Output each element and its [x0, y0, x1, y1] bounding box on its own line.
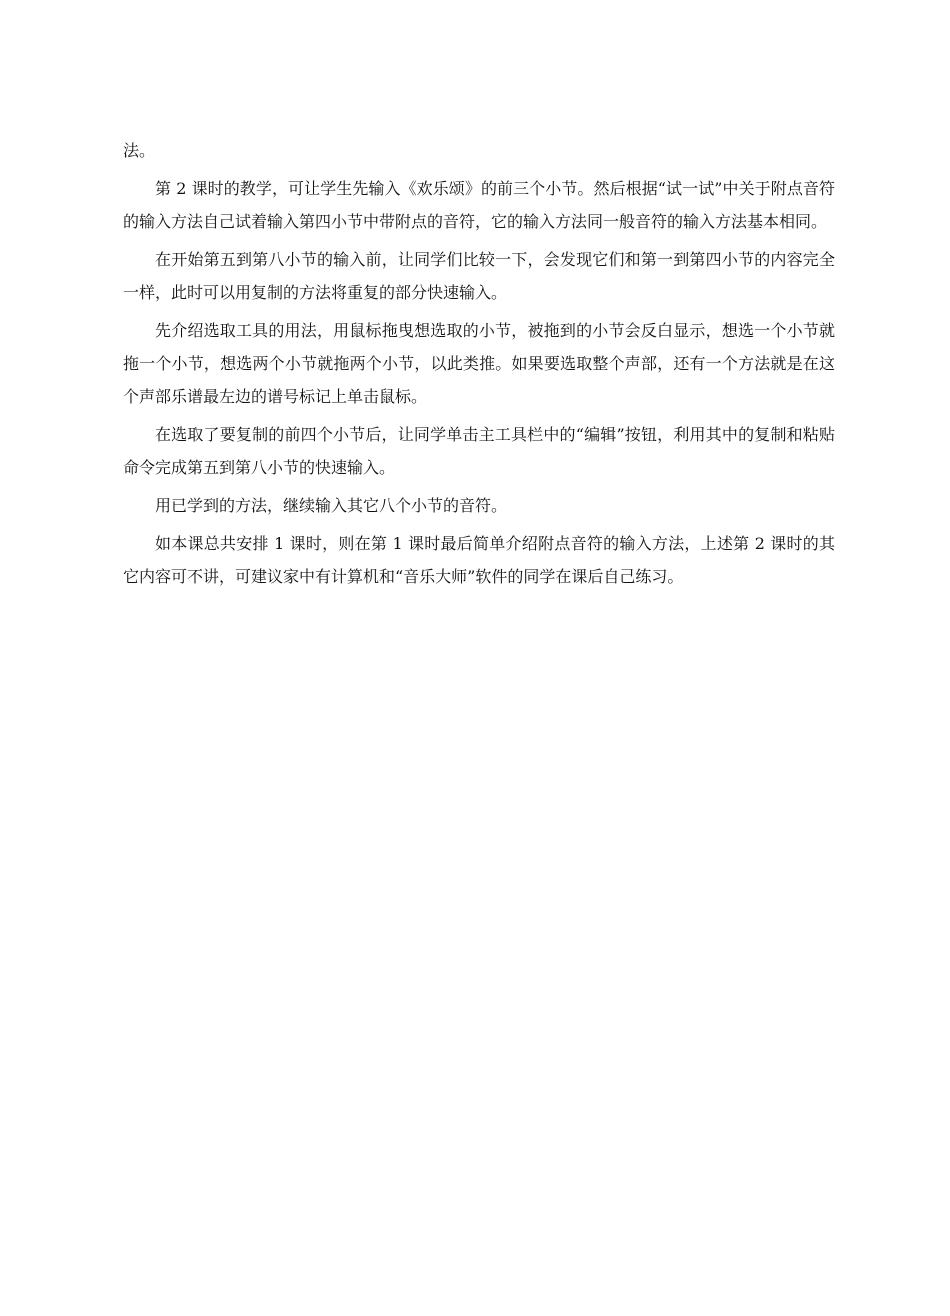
paragraph-edit-menu: 在选取了要复制的前四个小节后，让同学单击主工具栏中的“编辑”按钮，利用其中的复制和粘贴命令完成第五到第八小节的快速输入。 — [123, 425, 835, 477]
paragraph-single-lesson-note: 如本课总共安排 1 课时，则在第 1 课时最后简单介绍附点音符的输入方法，上述第 2 课时的其它内容可不讲，可建议家中有计算机和“音乐大师”软件的同学在课后自己练习。 — [123, 534, 835, 586]
paragraph-continuation: 法。 — [123, 141, 156, 160]
paragraph-copy-method: 在开始第五到第八小节的输入前，让同学们比较一下，会发现它们和第一到第四小节的内容完全一样，此时可以用复制的方法将重复的部分快速输入。 — [123, 250, 835, 302]
paragraph-continue-input: 用已学到的方法，继续输入其它八个小节的音符。 — [155, 496, 508, 515]
paragraph-selection-tool: 先介绍选取工具的用法，用鼠标拖曳想选取的小节，被拖到的小节会反白显示，想选一个小节就拖一个小节，想选两个小节就拖两个小节，以此类推。如果要选取整个声部，还有一个方法就是在这个声部乐谱最左边的谱号标记上单击鼠标。 — [123, 321, 835, 406]
paragraph-lesson-two-intro: 第 2 课时的教学，可让学生先输入《欢乐颂》的前三个小节。然后根据“试一试”中关于附点音符的输入方法自己试着输入第四小节中带附点的音符，它的输入方法同一般音符的输入方法基本相同。 — [123, 179, 835, 231]
document-body — [123, 134, 835, 598]
